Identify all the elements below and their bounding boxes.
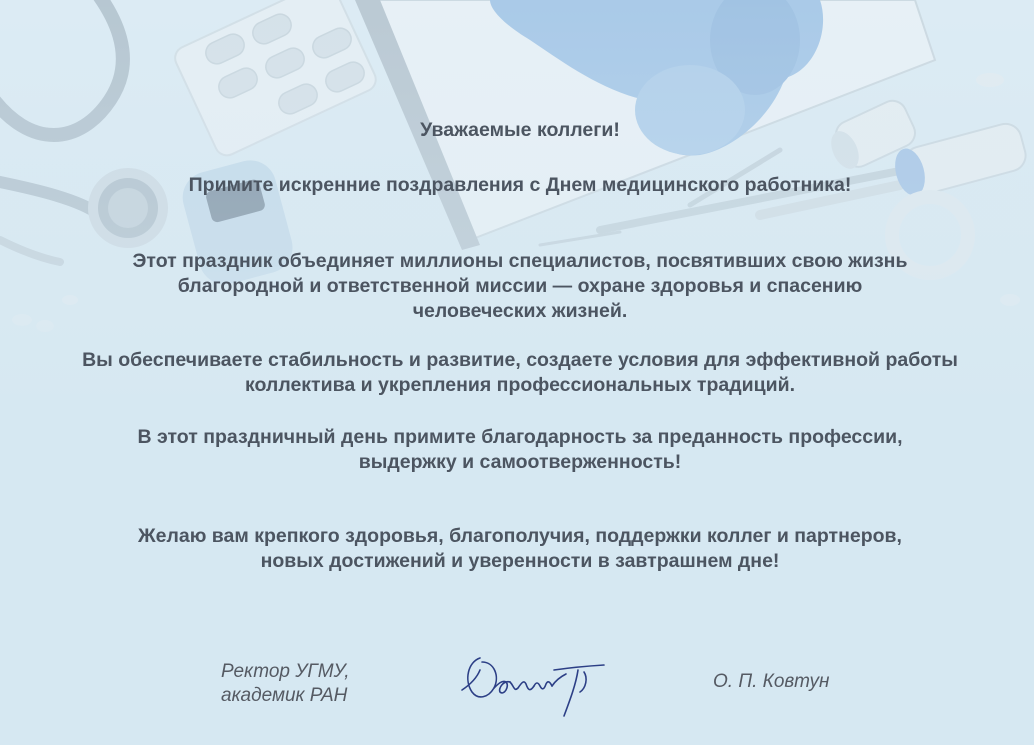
greeting: Уважаемые коллеги!	[420, 119, 620, 141]
paragraph-1-line: Этот праздник объединяет миллионы специалистов, посвятивших свою жизнь	[132, 250, 908, 272]
paragraph-3-line: выдержку и самоотверженность!	[358, 451, 682, 473]
paragraph-1-line: благородной и ответственной миссии — охране здоровья и спасению	[177, 275, 863, 297]
signer-position-line: академик РАН	[221, 685, 348, 706]
paragraph-3-line: В этот праздничный день примите благодарность за преданность профессии,	[137, 426, 903, 448]
paragraph-4-line: Желаю вам крепкого здоровья, благополучия, поддержки коллег и партнеров,	[138, 525, 902, 547]
signer-position-line: Ректор УГМУ,	[221, 661, 350, 682]
intro-line: Примите искренние поздравления с Днем медицинского работника!	[188, 174, 852, 196]
paragraph-1-line: человеческих жизней.	[412, 300, 628, 322]
paragraph-4-line: новых достижений и уверенности в завтрашнем дне!	[260, 550, 780, 572]
paragraph-2-line: коллектива и укрепления профессиональных традиций.	[245, 374, 795, 396]
paragraph-2-line: Вы обеспечиваете стабильность и развитие, создаете условия для эффективной работы	[82, 349, 958, 371]
signer-name: О. П. Ковтун	[713, 671, 830, 692]
